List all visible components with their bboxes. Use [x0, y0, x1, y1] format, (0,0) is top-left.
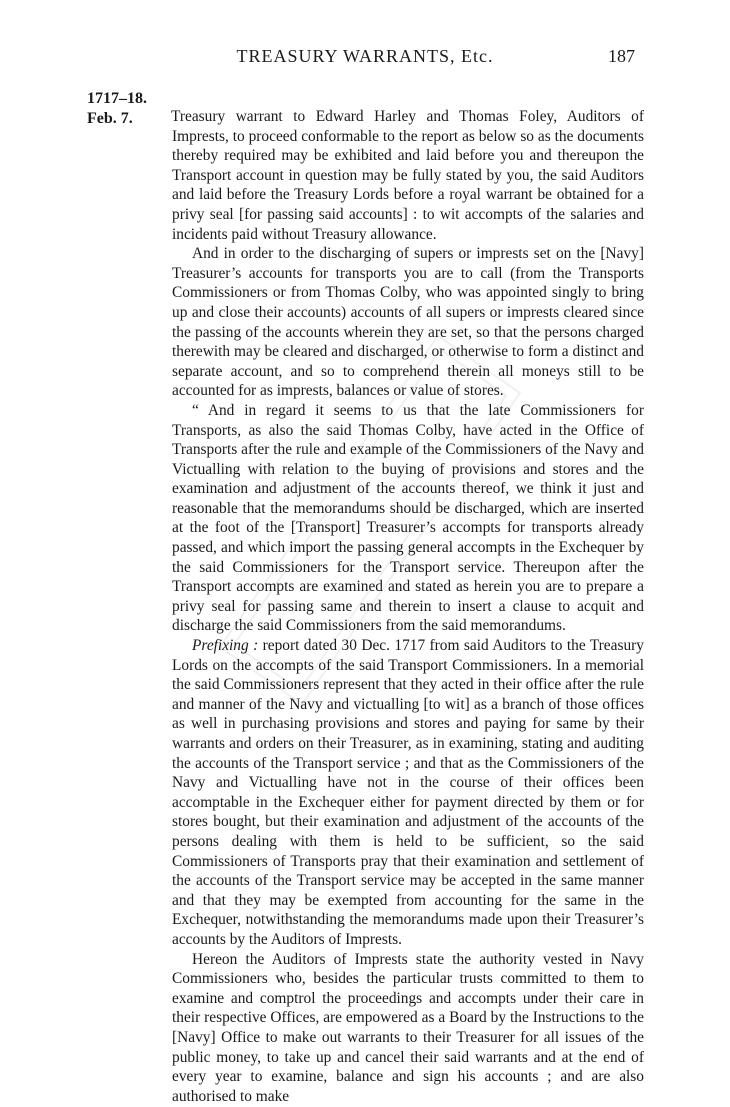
running-header-title: TREASURY WARRANTS, Etc.: [236, 46, 494, 66]
page-number: 187: [608, 46, 635, 66]
paragraph: [172, 950, 644, 1107]
paragraph-text: Hereon the Auditors of Imprests state the authority vested in Navy Commissioners who, besides the particular trusts committed to them to examine and comptrol the proceedings and accompts under their care in their respective Offices, are empowered as a Board by the Instructions to the [Navy] Office to make out warrants to their Treasurer for all issues of the public money, to take up and cancel their said warrants and at the end of every year to examine, balance and sign his accounts ; and are also authorised to make: [172, 950, 644, 1105]
paragraph: [172, 636, 644, 950]
margin-date: Feb. 7.: [87, 110, 133, 127]
paragraph: [172, 244, 644, 401]
paragraph-text: Treasury warrant to Edward Harley and Thomas Foley, Auditors of Imprests, to proceed conformable to the report as below so as the documents thereby required may be exhibited and laid before you and thereupon the Transport account in question may be fully stated by you, the said Auditors and laid before the Treasury Lords before a royal warrant be obtained for a privy seal [for passing said accounts] : to wit accompts of the salaries and incidents paid without Treasury allowance.: [171, 108, 644, 243]
paragraph: [172, 401, 644, 636]
paragraph: [172, 107, 644, 244]
paragraph-text: report dated 30 Dec. 1717 from said Auditors to the Treasury Lords on the accompts of the said Transport Commissioners. In a memorial the said Commissioners represent that they acted in their office after the rule and manner of the Navy and victualling [to wit] as a branch of those offices as well in purchasing provisions and stores and paying for same by their warrants and orders on their Treasurer, as in examining, stating and auditing the accounts of the Transport service ; and that as the Commissioners of the Navy and Victualling have not in the course of their offices been accomptable in the Exchequer either for payment directed by them or for stores bought, but their examination and adjustment of the accounts of the persons dealing with them is held to be sufficient, so the said Commissioners of Transports pray that their examination and settlement of the accounts of the Transport service may be accepted in the same manner and that they may be exempted from accounting for the same in the Exchequer, notwithstanding the memorandums made upon their Treasurer’s accounts by the Auditors of Imprests.: [172, 637, 644, 948]
paragraph-text: And in order to the discharging of supers or imprests set on the [Navy] Treasurer’s accounts for transports you are to call (from the Transports Commissioners or from Thomas Colby, who was appointed singly to bring up and close their accounts) accounts of all supers or imprests cleared since the passing of the accounts wherein they are set, so that the persons charged therewith may be cleared and discharged, or otherwise to form a distinct and separate account, and so to comprehend therein all moneys still to be accounted for as imprests, balances or value of stores.: [172, 245, 644, 400]
margin-year: 1717–18.: [87, 90, 147, 107]
paragraph-text: “ And in regard it seems to us that the late Commissioners for Transports, as also the said Thomas Colby, have acted in the Office of Transports after the rule and example of the Commissioners of the Navy and Victualling with relation to the buying of provisions and stores and the examination and adjustment of the accounts thereof, we think it just and reasonable that the memorandums should be discharged, which are inserted at the foot of the [Transport] Treasurer’s accompts for transports already passed, and which import the passing general accompts in the Exchequer by the said Commissioners for the Transport service. Thereupon after the Transport accompts are examined and stated as herein you are to prepare a privy seal for passing same and therein to insert a clause to acquit and discharge the said Commissioners from the said memorandums.: [172, 401, 644, 635]
paragraph-prefix: Prefixing :: [192, 637, 259, 655]
body-text: [172, 107, 644, 1106]
